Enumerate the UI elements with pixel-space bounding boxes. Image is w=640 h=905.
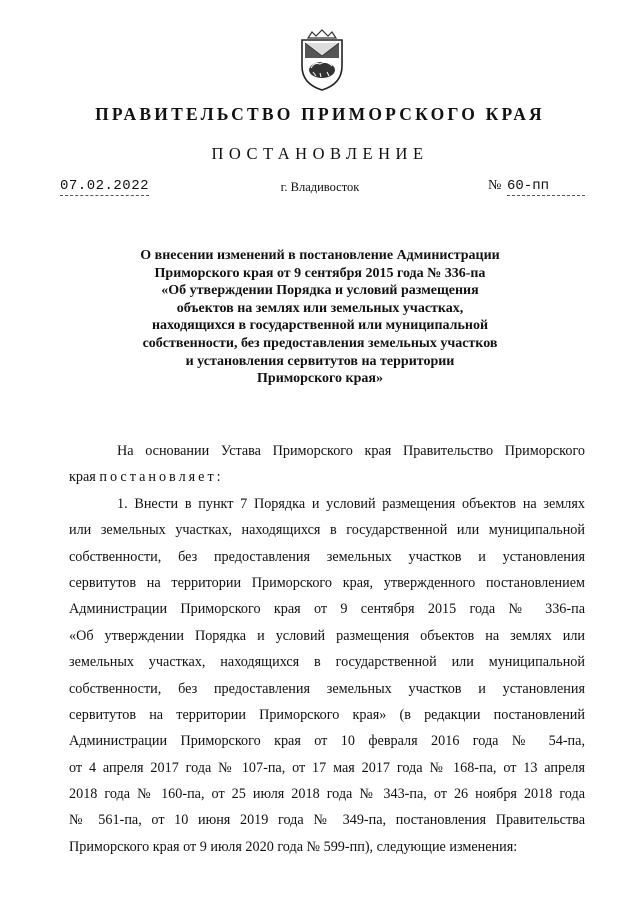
document-title <box>80 247 560 388</box>
coat-of-arms-icon <box>296 28 348 92</box>
document-type: ПОСТАНОВЛЕНИЕ <box>211 144 429 163</box>
paragraph-line: или земельных участках, находящихся в государственной или муниципальной <box>69 522 585 539</box>
document-number: 60-пп <box>507 178 585 196</box>
intro-line: На основании Устава Приморского края Правительство Приморского <box>117 443 585 459</box>
title-line: «Об утверждении Порядка и условий размещения <box>161 283 479 299</box>
paragraph-line: Администрации Приморского края от 10 февраля 2016 года № 54-па, <box>69 733 585 750</box>
title-line: О внесении изменений в постановление Администрации <box>140 248 500 263</box>
document-date: 07.02.2022 <box>60 178 150 194</box>
paragraph-line: от 4 апреля 2017 года № 107-па, от 17 мая 2017 года № 168-па, от 13 апреля <box>69 759 585 776</box>
organization-name: ПРАВИТЕЛЬСТВО ПРИМОРСКОГО КРАЯ <box>95 104 545 124</box>
paragraph-line: 1. Внести в пункт 7 Порядка и условий размещения объектов на землях <box>117 495 585 512</box>
paragraph-line: сервитутов на территории Приморского края, утвержденного постановлением <box>69 574 585 591</box>
paragraph-line: № 561-па, от 10 июня 2019 года № 349-па, постановления Правительства <box>69 812 585 829</box>
title-line: собственности, без предоставления земельных участков <box>142 335 498 351</box>
title-line: и установления сервитутов на территории <box>185 353 455 369</box>
paragraph-line: собственности, без предоставления земельных участков и установления <box>69 548 585 565</box>
document-city: г. Владивосток <box>280 180 360 194</box>
paragraph-line: Приморского края от 9 июля 2020 года № 599-пп), следующие изменения: <box>69 838 518 855</box>
paragraph-line: Администрации Приморского края от 9 сентября 2015 года № 336-па <box>69 601 585 618</box>
title-line: Приморского края от 9 сентября 2015 года № 336-па <box>154 265 486 281</box>
paragraph-line: собственности, без предоставления земельных участков и установления <box>69 680 585 697</box>
title-line: Приморского края» <box>257 371 383 387</box>
paragraph-line: «Об утверждении Порядка и условий размещения объектов на землях или <box>69 627 585 644</box>
paragraph-line: сервитутов на территории Приморского края» (в редакции постановлений <box>69 706 585 723</box>
intro-prefix: края <box>69 469 100 486</box>
intro-line <box>69 464 585 490</box>
title-line: находящихся в государственной или муниципальной <box>151 318 489 334</box>
document-number-label: № <box>488 178 502 193</box>
title-line: объектов на землях или земельных участках, <box>176 300 464 316</box>
paragraph-line: 2018 года № 160-па, от 25 июля 2018 года № 343-па, от 26 ноября 2018 года <box>69 786 585 803</box>
document-body <box>69 438 585 860</box>
decree-word: постановляет: <box>99 469 224 486</box>
paragraph-line: земельных участках, находящихся в государственной или муниципальной <box>69 654 585 671</box>
